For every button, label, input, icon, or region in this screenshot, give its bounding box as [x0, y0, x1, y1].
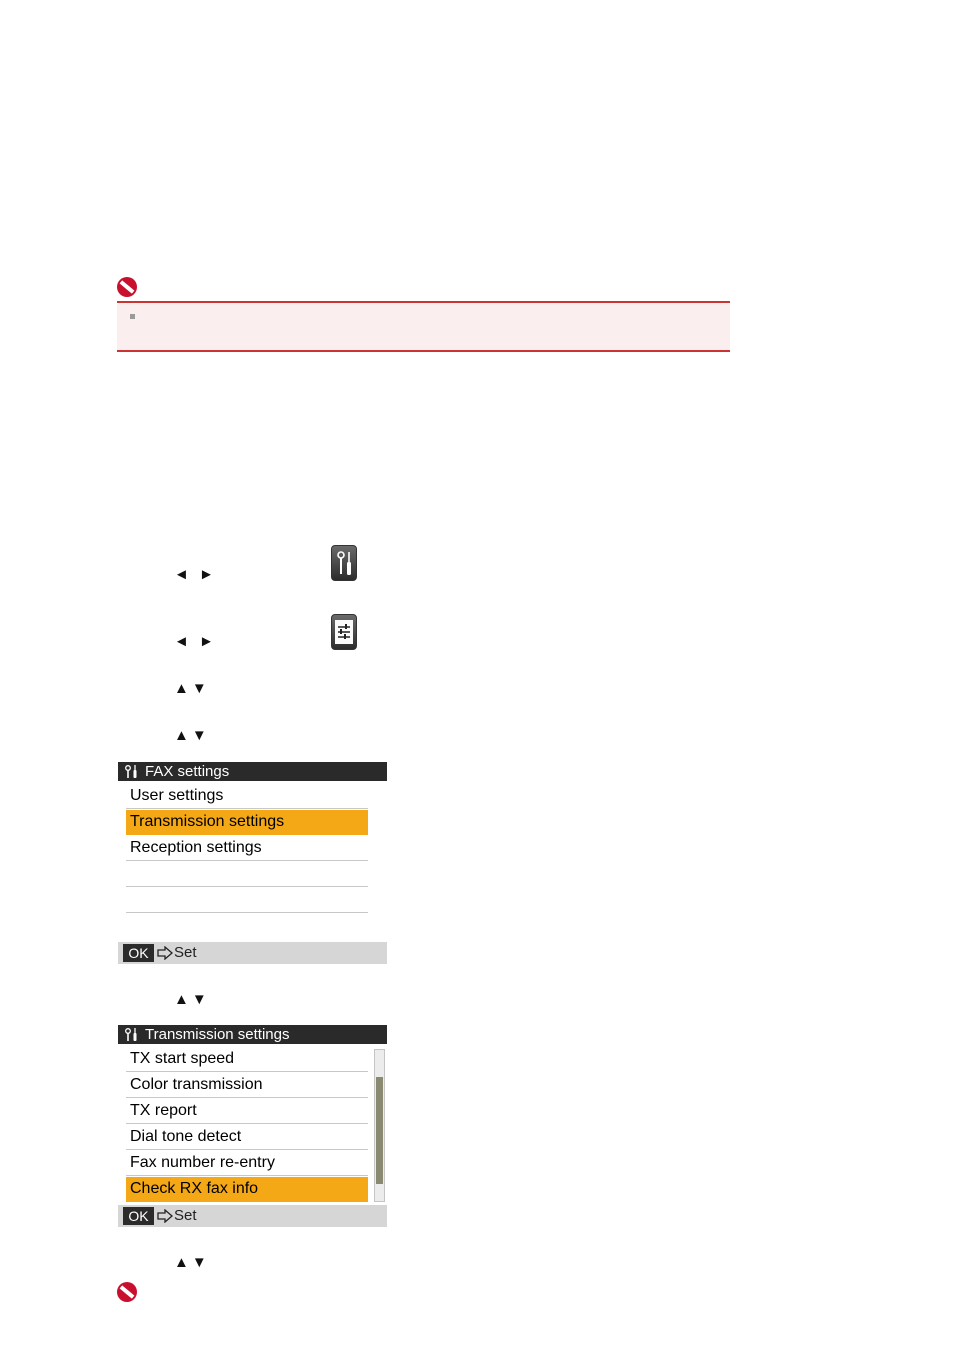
ok-key-label: OK — [123, 1207, 154, 1225]
left-right-arrows-icon: ◄ ► — [174, 566, 217, 583]
setup-tools-icon — [124, 1027, 140, 1042]
prohibit-icon — [117, 277, 137, 297]
outline-arrow-right-icon — [157, 946, 173, 960]
prohibit-icon — [117, 1282, 137, 1302]
left-right-arrows-icon: ◄ ► — [174, 633, 217, 650]
up-down-arrows-icon: ▲▼ — [174, 991, 210, 1008]
menu-item-color-transmission[interactable]: Color transmission — [126, 1073, 368, 1098]
menu-item-dial-tone-detect[interactable]: Dial tone detect — [126, 1125, 368, 1150]
lcd-title-bar — [118, 1025, 387, 1044]
ok-key-label: OK — [123, 944, 154, 962]
settings-sliders-icon — [331, 614, 357, 650]
lcd-footer — [118, 942, 387, 964]
set-label: Set — [174, 944, 197, 961]
lcd-screen-transmission-settings — [118, 1025, 387, 1228]
set-label: Set — [174, 1207, 197, 1224]
menu-item-empty — [126, 888, 368, 913]
menu-item-check-rx-fax-info[interactable]: Check RX fax info — [126, 1177, 368, 1202]
menu-item-tx-start-speed[interactable]: TX start speed — [126, 1047, 368, 1072]
important-notice — [117, 301, 730, 352]
menu-item-empty — [126, 862, 368, 887]
lcd-footer — [118, 1205, 387, 1227]
up-down-arrows-icon: ▲▼ — [174, 680, 210, 697]
menu-item-reception-settings[interactable]: Reception settings — [126, 836, 368, 861]
menu-item-user-settings[interactable]: User settings — [126, 784, 368, 809]
menu-item-transmission-settings[interactable]: Transmission settings — [126, 810, 368, 835]
setup-tools-icon — [124, 764, 140, 779]
up-down-arrows-icon: ▲▼ — [174, 1254, 210, 1271]
bullet-icon — [130, 314, 135, 319]
outline-arrow-right-icon — [157, 1209, 173, 1223]
scrollbar-thumb[interactable] — [376, 1077, 383, 1184]
lcd-title: Transmission settings — [145, 1026, 290, 1043]
lcd-title: FAX settings — [145, 763, 230, 780]
lcd-screen-fax-settings — [118, 762, 387, 965]
lcd-title-bar — [118, 762, 387, 781]
menu-item-tx-report[interactable]: TX report — [126, 1099, 368, 1124]
up-down-arrows-icon: ▲▼ — [174, 727, 210, 744]
scrollbar[interactable] — [374, 1049, 385, 1202]
setup-tools-icon — [331, 545, 357, 581]
menu-item-fax-number-re-entry[interactable]: Fax number re-entry — [126, 1151, 368, 1176]
